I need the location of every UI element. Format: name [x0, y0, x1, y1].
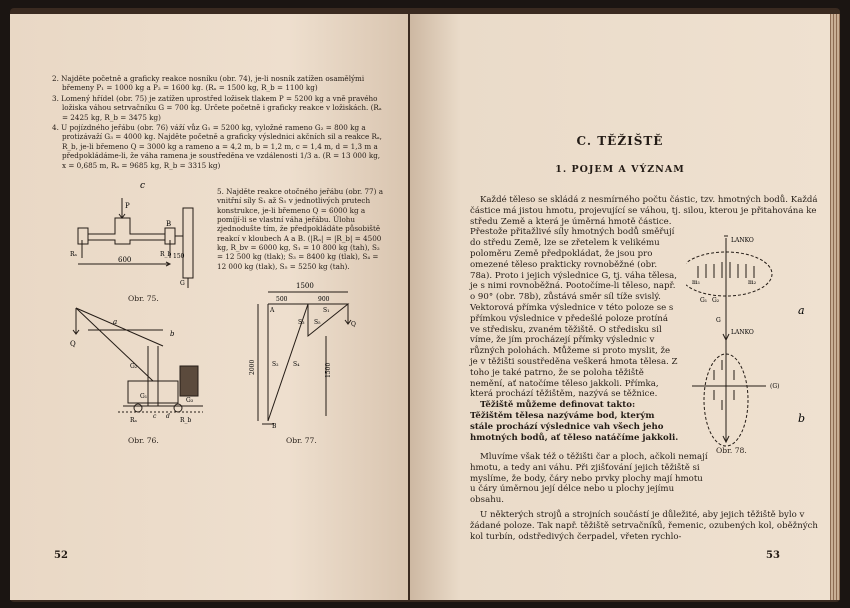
- paragraph-lines-areas: Mluvíme však též o těžišti čar a ploch, ačkoli nemají hmotu, a tedy ani váhu. Při zjišťování jejich těžiště si myslíme, že body, čáry nebo prvky plochy mají hmotu u čáry úměrnou její délce nebo u plochy jejímu obsahu.: [470, 452, 708, 506]
- fig77-s3: S₃: [298, 319, 305, 326]
- exercise-2: 2. Najděte početně a graficky reakce nosníku (obr. 74), je-li nosník zatížen osamělými břemeny P₁ = 1000 kg a P₂ = 1600 kg. (Rₐ = 1500 kg, R_b = 1100 kg): [52, 74, 365, 93]
- fig76-q: Q: [70, 340, 76, 348]
- fig76-ra: Rₐ: [130, 417, 137, 424]
- fig77-top: 1500: [296, 282, 314, 290]
- exercise-4: 4. U pojízdného jeřábu (obr. 76) váží vůz G₁ = 5200 kg, vyložné rameno G₂ = 800 kg a protizávaží G₃ = 4000 kg. Najděte početně a graficky výslednici akčních sil a reakce Rₐ, R_b, je-li břemeno Q = 3000 kg a rameno a = 4,2 m, b = 1,2 m, c = 1,4 m, d = 1,3 m a předpokládáme-li, že váha ramena je soustředěna ve vzdálenosti 1/3 a. (R = 13 000 kg, x = 0,685 m, Rₐ = 9685 kg, R_b = 3315 kg): [52, 123, 382, 170]
- fig75-g-label: G: [180, 280, 185, 287]
- paragraph-machines: U některých strojů a strojních součástí je důležité, aby jejich těžiště bylo v žádané poloze. Tak např. těžiště setrvačníků, řemenic, ozubených kol, oběžných kol turbín, odstředivých čerpadel, vřeten rychlo-: [470, 509, 818, 542]
- fig77-b: B: [272, 423, 277, 430]
- figure-75: [70, 178, 210, 288]
- exercise-5: 5. Najděte reakce otočného jeřábu (obr. 77) a vnitřní síly S₁ až S₅ v jednotlivých prutech konstrukce, je-li břemeno Q = 6000 kg a pomíjí-li se vlastní váha jeřábu. Úlohu zjednodušte tím, že předpokládáte působiště reakcí v kloubech A a B. (|Rₐ| = |R_b| = 4500 kg, R_bv = 6000 kg, S₁ = 10 800 kg (tah), S₂ = 12 500 kg (tlak); S₃ = 8400 kg (tlak), S₄ = 12 000 kg (tlak), S₅ = 5250 kg (tah).: [217, 187, 383, 271]
- fig77-s1: S₁: [323, 307, 330, 314]
- fig78-lanko-bottom: LANKO: [731, 329, 754, 336]
- fig78-g: G: [716, 317, 721, 324]
- fig76-a: a: [113, 318, 118, 326]
- fig77-s2: S₂: [272, 361, 279, 368]
- fig76-g1: G₁: [140, 393, 148, 400]
- fig76-b: b: [170, 330, 175, 338]
- fig75-b-label: B: [166, 220, 172, 228]
- fig75-p-label: P: [125, 202, 130, 210]
- open-book: [10, 8, 840, 602]
- fig75-dim: 600: [118, 256, 132, 264]
- fig78-g2: G₂: [712, 297, 720, 304]
- fig77-d500: 500: [276, 296, 288, 303]
- fig78-b: b: [798, 412, 806, 425]
- figure-78: [686, 230, 822, 448]
- fig75-rb-label: R_b: [160, 251, 172, 258]
- fig76-rb: R_b: [180, 417, 192, 424]
- right-page-number: 53: [766, 550, 780, 561]
- left-page: [10, 14, 408, 600]
- fig76-caption: Obr. 76.: [128, 436, 159, 445]
- fig75-caption: Obr. 75.: [128, 294, 159, 303]
- fig77-d900: 900: [318, 296, 330, 303]
- fig77-d2000: 2000: [249, 359, 256, 375]
- fig75-ra-label: Rₐ: [70, 251, 77, 258]
- fig78-m1: m₁: [692, 279, 701, 286]
- body-text-bottom: [470, 452, 822, 542]
- chapter-heading: C. TĚŽIŠTĚ: [576, 134, 664, 148]
- fig76-d: d: [166, 413, 170, 420]
- fig76-g2: G₂: [130, 363, 138, 370]
- page-edges: [830, 14, 840, 600]
- exercise-3: 3. Lomený hřídel (obr. 75) je zatížen uprostřed ložisek tlakem P = 5200 kg a vně pravého ložiska váhou setrvačníku G = 700 kg. Určete početně i graficky reakce v ložiskách. (Rₐ = 2425 kg, R_b = 3475 kg): [52, 93, 382, 122]
- figure-76: [68, 306, 208, 426]
- fig77-a: A: [270, 307, 275, 314]
- paragraph-intro: Každé těleso se skládá z nesmírného počtu částic, tzv. hmotných bodů. Každá částice má jistou hmotu, projevující se váhou, tj. silou, kterou je přitahována ke středu Země a která je úměrná hmotě částice.: [470, 195, 818, 227]
- fig77-s5: S₅: [314, 319, 321, 326]
- fig77-d1500: 1500: [325, 362, 332, 378]
- exercise-list: [52, 74, 382, 171]
- fig76-c: c: [153, 413, 157, 420]
- fig75-dim2: 150: [173, 253, 185, 260]
- section-heading: 1. POJEM A VÝZNAM: [555, 164, 685, 175]
- fig78-m2: m₂: [748, 279, 757, 286]
- fig77-s4: S₄: [293, 361, 300, 368]
- fig76-g3: G₃: [186, 397, 194, 404]
- paragraph-gravity: Přestože přitažlivé síly hmotných bodů směřují do středu Země, lze se zřetelem k velikému poloměru Země předpokládat, že jsou pro omezené těleso prakticky rovnoběžné (obr. 78a). Proto i jejich výslednice G, tj. váha tělesa, je s nimi rovnoběžná. Pootočíme-li těleso, např. o 90° (obr. 78b), zůstává směr síl tíže svislý. Vektorová přímka výslednice v této poloze se s přímkou výslednice v předešlé poloze protíná ve středisku, zvaném těžiště. O středisku sil víme, že jím procházejí přímky výslednic v různých polohách. Můžeme si proto myslit, že je v těžišti soustředěna veškerá hmota tělesa. Z toho je také patrno, že se poloha těžiště nemění, ať natočíme těleso jakkoli. Přímka, která prochází těžištěm, nazývá se těžnice.: [470, 227, 678, 400]
- left-page-number: 52: [54, 550, 68, 561]
- fig78-g-paren: (G): [770, 383, 780, 390]
- fig78-caption: Obr. 78.: [716, 446, 747, 455]
- fig78-g1: G₁: [700, 297, 708, 304]
- fig75-letter: c: [140, 181, 146, 191]
- fig77-q: Q: [351, 321, 356, 328]
- fig78-lanko-top: LANKO: [731, 237, 754, 244]
- figure-77: [248, 276, 358, 436]
- fig77-caption: Obr. 77.: [286, 436, 317, 445]
- right-page: [410, 14, 830, 600]
- fig78-a: a: [798, 304, 805, 317]
- paragraph-definition: Těžiště můžeme definovat takto: Těžištěm tělesa nazýváme bod, kterým stále prochází výslednice vah všech jeho hmotných bodů, ať těleso natáčíme jakkoli.: [470, 400, 679, 443]
